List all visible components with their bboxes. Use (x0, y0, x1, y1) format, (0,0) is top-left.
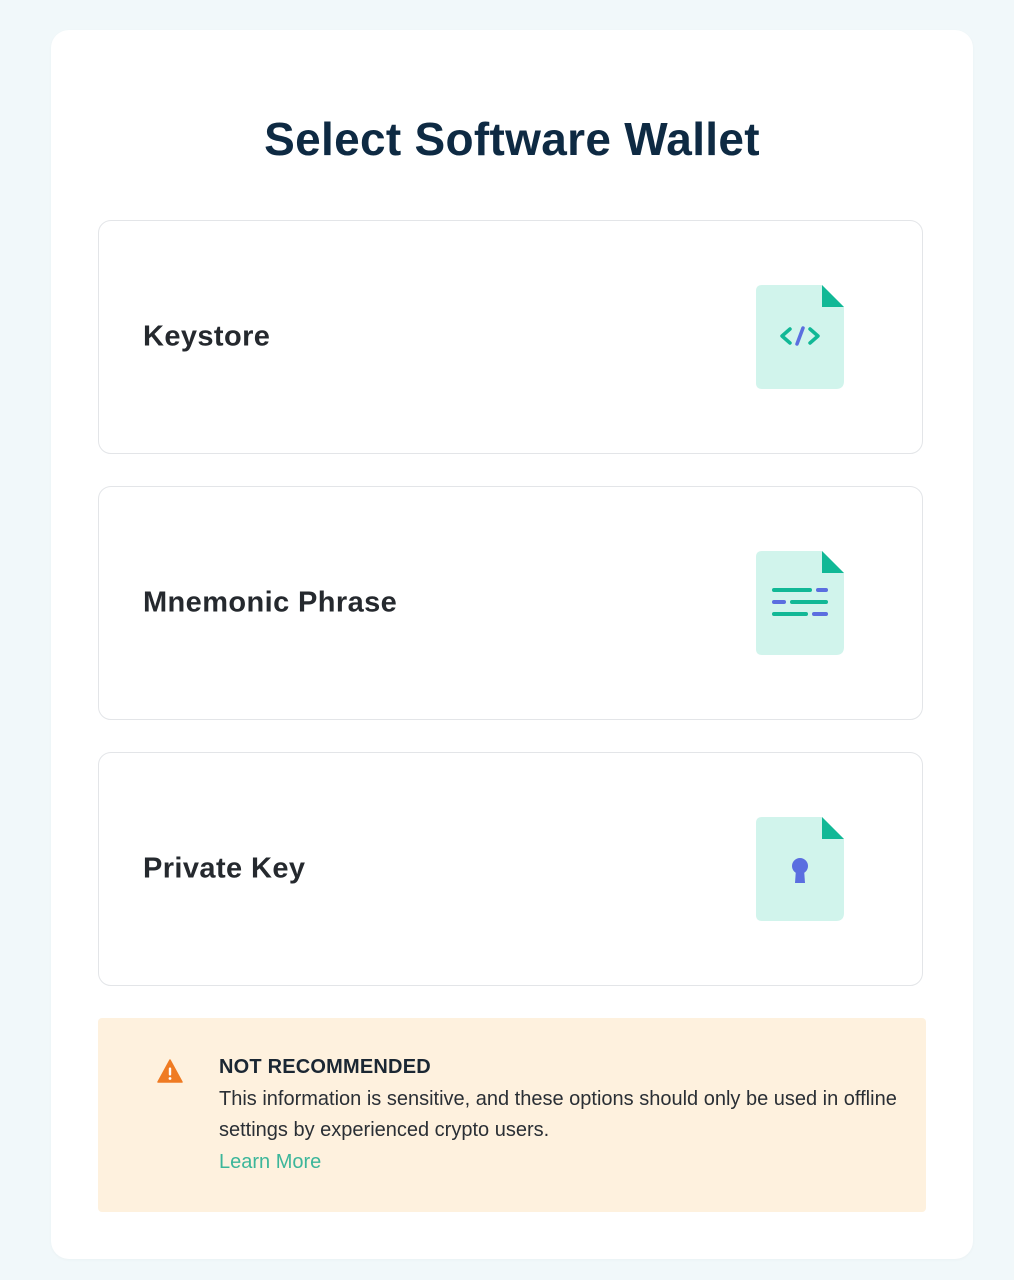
warning-icon (157, 1059, 183, 1083)
learn-more-link[interactable]: Learn More (219, 1151, 322, 1173)
mnemonic-phrase-option[interactable] (98, 486, 923, 720)
mnemonic-file-icon (756, 551, 844, 655)
private-key-option[interactable] (98, 752, 923, 986)
keystore-option[interactable] (98, 220, 923, 454)
mnemonic-phrase-option-label: Mnemonic Phrase (143, 586, 398, 619)
keystore-option-label: Keystore (143, 320, 271, 353)
warning-message: This information is sensitive, and these options should only be used in offline settings by experienced crypto users. (219, 1088, 897, 1141)
page-title: Select Software Wallet (264, 113, 760, 165)
warning-heading: NOT RECOMMENDED (219, 1056, 431, 1078)
keystore-file-icon (756, 285, 844, 389)
select-wallet-card (51, 30, 973, 1259)
not-recommended-warning (98, 1018, 926, 1212)
private-key-option-label: Private Key (143, 852, 306, 885)
private-key-file-icon (756, 817, 844, 921)
